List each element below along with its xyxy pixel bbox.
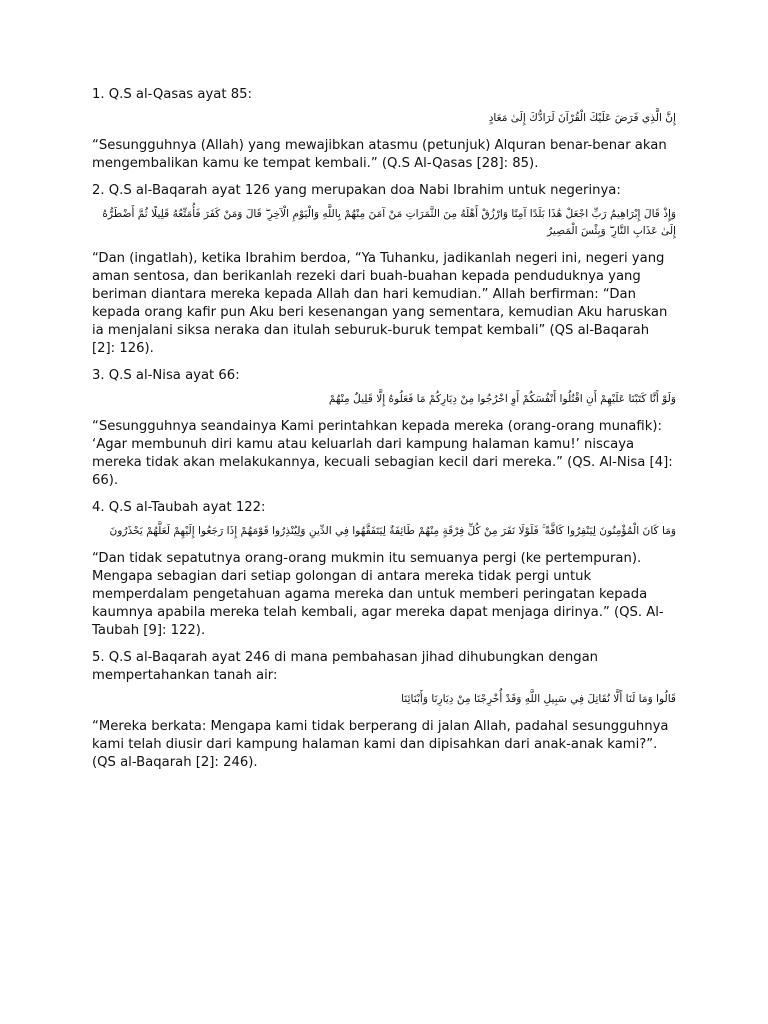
arabic-verse: إِنَّ الَّذِي فَرَضَ عَلَيْكَ الْقُرْآنَ لَرَادُّكَ إِلَىٰ مَعَادٍ <box>488 112 676 124</box>
section-heading: 2. Q.S al-Baqarah ayat 126 yang merupakan doa Nabi Ibrahim untuk negerinya: <box>92 183 621 198</box>
verse-translation: “Mereka berkata: Mengapa kami tidak berperang di jalan Allah, padahal sesungguhnya kami telah diusir dari kampung halaman kami dan dipisahkan dari anak-anak kami?”. (QS al-Baqarah [2]: 246). <box>92 719 669 770</box>
arabic-verse: وَلَوْ أَنَّا كَتَبْنَا عَلَيْهِمْ أَنِ اقْتُلُوا أَنْفُسَكُمْ أَوِ اخْرُجُوا مِنْ دِيَارِكُمْ مَا فَعَلُوهُ إِلَّا قَلِيلٌ مِنْهُمْ <box>328 393 676 405</box>
verse-translation: “Dan tidak sepatutnya orang-orang mukmin itu semuanya pergi (ke pertempuran). Mengapa sebagian dari setiap golongan di antara mereka tidak pergi untuk memperdalam pengetahuan agama mereka dan untuk memberi peringatan kepada kaumnya apabila mereka telah kembali, agar mereka dapat menjaga dirinya.” (QS. Al-Taubah [9]: 122). <box>92 551 664 638</box>
verse-translation: “Sesungguhnya seandainya Kami perintahkan kepada mereka (orang-orang munafik): ‘Agar membunuh diri kamu atau keluarlah dari kampung halaman kamu!’ niscaya mereka tidak akan melakukannya, kecuali sebagian kecil dari mereka.” (QS. Al-Nisa [4]: 66). <box>92 419 673 488</box>
section-3 <box>92 367 676 490</box>
arabic-verse: وَمَا كَانَ الْمُؤْمِنُونَ لِيَنْفِرُوا كَافَّةً ۚ فَلَوْلَا نَفَرَ مِنْ كُلِّ فِرْقَةٍ مِنْهُمْ طَائِفَةٌ لِيَتَفَقَّهُوا فِي الدِّينِ وَلِيُنْذِرُوا قَوْمَهُمْ إِذَا رَجَعُوا إِلَيْهِمْ لَعَلَّهُمْ يَحْذَرُونَ <box>109 525 676 537</box>
section-heading: 3. Q.S al-Nisa ayat 66: <box>92 368 240 383</box>
verse-translation: “Sesungguhnya (Allah) yang mewajibkan atasmu (petunjuk) Alquran benar-benar akan mengembalikan kamu ke tempat kembali.” (Q.S Al-Qasas [28]: 85). <box>92 138 667 171</box>
section-4 <box>92 499 676 640</box>
section-heading: 1. Q.S al-Qasas ayat 85: <box>92 87 252 102</box>
section-5 <box>92 649 676 772</box>
arabic-verse: وَإِذْ قَالَ إِبْرَاهِيمُ رَبِّ اجْعَلْ هَٰذَا بَلَدًا آمِنًا وَارْزُقْ أَهْلَهُ مِنَ الثَّمَرَاتِ مَنْ آمَنَ مِنْهُمْ بِاللَّهِ وَالْيَوْمِ الْآخِرِ ۖ قَالَ وَمَنْ كَفَرَ فَأُمَتِّعُهُ قَلِيلًا ثُمَّ أَضْطَرُّهُ إِلَىٰ عَذَابِ النَّارِ ۖ وَبِئْسَ الْمَصِيرُ <box>102 208 676 237</box>
section-heading: 5. Q.S al-Baqarah ayat 246 di mana pembahasan jihad dihubungkan dengan mempertahankan tanah air: <box>92 650 599 683</box>
section-1 <box>92 86 676 173</box>
verse-translation: “Dan (ingatlah), ketika Ibrahim berdoa, “Ya Tuhanku, jadikanlah negeri ini, negeri yang aman sentosa, dan berikanlah rezeki dari buah-buahan kepada penduduknya yang beriman diantara mereka kepada Allah dan hari kemudian.” Allah berfirman: “Dan kepada orang kafir pun Aku beri kesenangan yang sementara, kemudian Aku haruskan ia menjalani siksa neraka dan itulah seburuk-buruk tempat kembali” (QS al-Baqarah [2]: 126). <box>92 251 668 356</box>
arabic-verse: قَالُوا وَمَا لَنَا أَلَّا نُقَاتِلَ فِي سَبِيلِ اللَّهِ وَقَدْ أُخْرِجْنَا مِنْ دِيَارِنَا وَأَبْنَائِنَا <box>401 693 676 705</box>
section-heading: 4. Q.S al-Taubah ayat 122: <box>92 500 266 515</box>
section-2 <box>92 182 676 358</box>
